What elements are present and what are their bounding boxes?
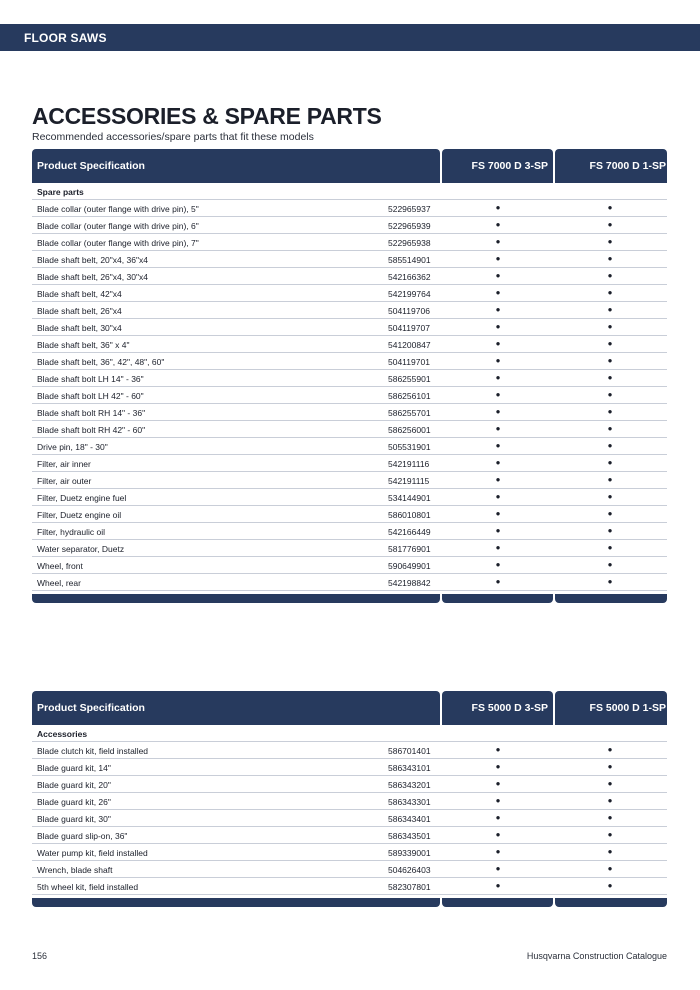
model-1-fit-marker: ● bbox=[495, 424, 501, 433]
table-row bbox=[32, 759, 667, 776]
model-2-fit-marker: ● bbox=[607, 441, 613, 450]
model-1-fit-marker: ● bbox=[495, 864, 501, 873]
model-2-fit-marker: ● bbox=[607, 830, 613, 839]
model-1-fit-marker: ● bbox=[495, 881, 501, 890]
model-1-fit-marker: ● bbox=[495, 373, 501, 382]
table-row bbox=[32, 827, 667, 844]
part-name: Blade shaft bolt RH 42" - 60" bbox=[37, 425, 146, 435]
model-1-fit-marker: ● bbox=[495, 796, 501, 805]
table-row bbox=[32, 421, 667, 438]
model-2-fit-marker: ● bbox=[607, 779, 613, 788]
table-row bbox=[32, 217, 667, 234]
model-1-fit-marker: ● bbox=[495, 762, 501, 771]
model-2-fit-marker: ● bbox=[607, 373, 613, 382]
table-row bbox=[32, 353, 667, 370]
model-2-column-header: FS 5000 D 1-SP bbox=[555, 691, 667, 725]
model-1-fit-marker: ● bbox=[495, 288, 501, 297]
model-2-fit-marker: ● bbox=[607, 237, 613, 246]
table-header bbox=[32, 691, 667, 725]
part-number: 505531901 bbox=[388, 442, 431, 452]
model-2-column-header: FS 7000 D 1-SP bbox=[555, 149, 667, 183]
part-number: 586701401 bbox=[388, 746, 431, 756]
part-name: Filter, Duetz engine fuel bbox=[37, 493, 127, 503]
section-header-label: FLOOR SAWS bbox=[24, 31, 107, 45]
part-name: Drive pin, 18" - 30" bbox=[37, 442, 108, 452]
page-number: 156 bbox=[32, 951, 48, 961]
model-1-fit-marker: ● bbox=[495, 390, 501, 399]
model-2-fit-marker: ● bbox=[607, 796, 613, 805]
model-2-fit-marker: ● bbox=[607, 220, 613, 229]
model-2-fit-marker: ● bbox=[607, 356, 613, 365]
model-1-fit-marker: ● bbox=[495, 305, 501, 314]
model-2-fit-marker: ● bbox=[607, 322, 613, 331]
part-number: 586256001 bbox=[388, 425, 431, 435]
table-row bbox=[32, 336, 667, 353]
model-1-fit-marker: ● bbox=[495, 745, 501, 754]
model-1-fit-marker: ● bbox=[495, 526, 501, 535]
model-1-fit-marker: ● bbox=[495, 577, 501, 586]
group-label: Spare parts bbox=[32, 183, 667, 200]
part-name: Blade shaft belt, 36", 42", 48", 60" bbox=[37, 357, 165, 367]
part-number: 581776901 bbox=[388, 544, 431, 554]
part-name: Blade shaft bolt LH 42" - 60" bbox=[37, 391, 144, 401]
part-number: 534144901 bbox=[388, 493, 431, 503]
table-row bbox=[32, 268, 667, 285]
part-number: 504119707 bbox=[388, 323, 430, 333]
catalogue-name: Husqvarna Construction Catalogue bbox=[526, 951, 667, 961]
model-2-fit-marker: ● bbox=[607, 339, 613, 348]
part-number: 542166449 bbox=[388, 527, 431, 537]
part-number: 586343201 bbox=[388, 780, 431, 790]
model-2-fit-marker: ● bbox=[607, 881, 613, 890]
model-2-fit-marker: ● bbox=[607, 407, 613, 416]
table-footer-bar bbox=[32, 898, 667, 907]
table-row bbox=[32, 844, 667, 861]
part-name: Wheel, front bbox=[37, 561, 83, 571]
table-row bbox=[32, 200, 667, 217]
part-number: 586343501 bbox=[388, 831, 431, 841]
table-footer-bar bbox=[32, 594, 667, 603]
table-row bbox=[32, 861, 667, 878]
model-1-fit-marker: ● bbox=[495, 339, 501, 348]
part-number: 586255901 bbox=[388, 374, 431, 384]
model-2-fit-marker: ● bbox=[607, 458, 613, 467]
model-2-fit-marker: ● bbox=[607, 288, 613, 297]
page-subtitle: Recommended accessories/spare parts that fit these models bbox=[32, 131, 314, 143]
table-body bbox=[32, 742, 667, 895]
accessories-table bbox=[32, 691, 667, 907]
part-name: Blade guard kit, 14" bbox=[37, 763, 111, 773]
part-name: Blade shaft belt, 26"x4 bbox=[37, 306, 122, 316]
model-2-fit-marker: ● bbox=[607, 271, 613, 280]
part-number: 589339001 bbox=[388, 848, 431, 858]
table-row bbox=[32, 234, 667, 251]
model-2-fit-marker: ● bbox=[607, 577, 613, 586]
table-body bbox=[32, 200, 667, 591]
model-1-fit-marker: ● bbox=[495, 509, 501, 518]
model-2-fit-marker: ● bbox=[607, 762, 613, 771]
table-header bbox=[32, 149, 667, 183]
part-number: 522965939 bbox=[388, 221, 431, 231]
model-1-fit-marker: ● bbox=[495, 847, 501, 856]
part-number: 542198842 bbox=[388, 578, 431, 588]
model-2-fit-marker: ● bbox=[607, 560, 613, 569]
model-1-fit-marker: ● bbox=[495, 830, 501, 839]
spare-parts-table bbox=[32, 149, 667, 603]
part-name: Filter, air outer bbox=[37, 476, 92, 486]
part-number: 542191115 bbox=[388, 476, 430, 486]
model-1-fit-marker: ● bbox=[495, 458, 501, 467]
table-row bbox=[32, 472, 667, 489]
spec-column-header: Product Specification bbox=[32, 149, 440, 183]
part-name: Blade shaft belt, 30"x4 bbox=[37, 323, 122, 333]
model-2-fit-marker: ● bbox=[607, 424, 613, 433]
part-number: 541200847 bbox=[388, 340, 431, 350]
part-name: Blade collar (outer flange with drive pin), 5" bbox=[37, 204, 199, 214]
model-1-fit-marker: ● bbox=[495, 543, 501, 552]
model-1-fit-marker: ● bbox=[495, 492, 501, 501]
model-1-fit-marker: ● bbox=[495, 203, 501, 212]
model-2-fit-marker: ● bbox=[607, 543, 613, 552]
model-1-fit-marker: ● bbox=[495, 322, 501, 331]
part-name: Blade shaft belt, 36" x 4" bbox=[37, 340, 130, 350]
part-name: Blade guard kit, 26" bbox=[37, 797, 111, 807]
model-1-column-header: FS 7000 D 3-SP bbox=[442, 149, 553, 183]
model-2-fit-marker: ● bbox=[607, 509, 613, 518]
model-1-fit-marker: ● bbox=[495, 560, 501, 569]
table-row bbox=[32, 793, 667, 810]
part-number: 542166362 bbox=[388, 272, 431, 282]
part-number: 586010801 bbox=[388, 510, 431, 520]
model-2-fit-marker: ● bbox=[607, 813, 613, 822]
table-row bbox=[32, 302, 667, 319]
part-name: Blade shaft bolt RH 14" - 36" bbox=[37, 408, 146, 418]
page-title: ACCESSORIES & SPARE PARTS bbox=[32, 103, 382, 129]
part-number: 542199764 bbox=[388, 289, 431, 299]
model-2-fit-marker: ● bbox=[607, 864, 613, 873]
part-name: Blade collar (outer flange with drive pin), 7" bbox=[37, 238, 199, 248]
part-number: 522965937 bbox=[388, 204, 431, 214]
section-header-bar bbox=[0, 24, 700, 51]
part-name: Blade clutch kit, field installed bbox=[37, 746, 149, 756]
model-1-column-header: FS 5000 D 3-SP bbox=[442, 691, 553, 725]
part-number: 590649901 bbox=[388, 561, 431, 571]
part-name: Blade shaft bolt LH 14" - 36" bbox=[37, 374, 144, 384]
model-1-fit-marker: ● bbox=[495, 475, 501, 484]
table-row bbox=[32, 540, 667, 557]
part-number: 585514901 bbox=[388, 255, 431, 265]
model-2-fit-marker: ● bbox=[607, 847, 613, 856]
model-1-fit-marker: ● bbox=[495, 813, 501, 822]
part-number: 522965938 bbox=[388, 238, 431, 248]
model-2-fit-marker: ● bbox=[607, 305, 613, 314]
table-row bbox=[32, 810, 667, 827]
table-row bbox=[32, 285, 667, 302]
part-number: 586256101 bbox=[388, 391, 431, 401]
model-2-fit-marker: ● bbox=[607, 390, 613, 399]
part-number: 586255701 bbox=[388, 408, 431, 418]
table-row bbox=[32, 506, 667, 523]
part-number: 504119706 bbox=[388, 306, 430, 316]
part-name: Blade shaft belt, 26"x4, 30"x4 bbox=[37, 272, 148, 282]
model-2-fit-marker: ● bbox=[607, 475, 613, 484]
model-1-fit-marker: ● bbox=[495, 356, 501, 365]
part-name: Blade guard kit, 30" bbox=[37, 814, 111, 824]
model-2-fit-marker: ● bbox=[607, 254, 613, 263]
part-name: Wheel, rear bbox=[37, 578, 81, 588]
model-1-fit-marker: ● bbox=[495, 271, 501, 280]
model-2-fit-marker: ● bbox=[607, 492, 613, 501]
table-row bbox=[32, 455, 667, 472]
table-row bbox=[32, 742, 667, 759]
table-row bbox=[32, 319, 667, 336]
model-1-fit-marker: ● bbox=[495, 237, 501, 246]
table-row bbox=[32, 776, 667, 793]
part-number: 582307801 bbox=[388, 882, 431, 892]
model-1-fit-marker: ● bbox=[495, 254, 501, 263]
part-name: Blade shaft belt, 42"x4 bbox=[37, 289, 122, 299]
spec-column-header: Product Specification bbox=[32, 691, 440, 725]
part-name: Blade guard slip-on, 36" bbox=[37, 831, 128, 841]
part-number: 542191116 bbox=[388, 459, 430, 469]
model-2-fit-marker: ● bbox=[607, 745, 613, 754]
part-number: 504119701 bbox=[388, 357, 430, 367]
model-1-fit-marker: ● bbox=[495, 407, 501, 416]
part-name: Filter, air inner bbox=[37, 459, 91, 469]
part-number: 586343401 bbox=[388, 814, 431, 824]
part-name: Wrench, blade shaft bbox=[37, 865, 113, 875]
part-name: Blade guard kit, 20" bbox=[37, 780, 111, 790]
part-name: 5th wheel kit, field installed bbox=[37, 882, 139, 892]
part-name: Water separator, Duetz bbox=[37, 544, 125, 554]
part-name: Filter, Duetz engine oil bbox=[37, 510, 122, 520]
part-number: 586343301 bbox=[388, 797, 431, 807]
model-2-fit-marker: ● bbox=[607, 203, 613, 212]
part-number: 586343101 bbox=[388, 763, 431, 773]
part-name: Blade shaft belt, 20"x4, 36"x4 bbox=[37, 255, 148, 265]
table-row bbox=[32, 404, 667, 421]
table-row bbox=[32, 574, 667, 591]
table-row bbox=[32, 557, 667, 574]
part-name: Water pump kit, field installed bbox=[37, 848, 148, 858]
model-1-fit-marker: ● bbox=[495, 220, 501, 229]
table-row bbox=[32, 370, 667, 387]
table-row bbox=[32, 251, 667, 268]
part-number: 504626403 bbox=[388, 865, 431, 875]
model-1-fit-marker: ● bbox=[495, 779, 501, 788]
table-row bbox=[32, 438, 667, 455]
part-name: Blade collar (outer flange with drive pin), 6" bbox=[37, 221, 199, 231]
group-label: Accessories bbox=[32, 725, 667, 742]
table-row bbox=[32, 523, 667, 540]
part-name: Filter, hydraulic oil bbox=[37, 527, 106, 537]
table-row bbox=[32, 387, 667, 404]
model-2-fit-marker: ● bbox=[607, 526, 613, 535]
model-1-fit-marker: ● bbox=[495, 441, 501, 450]
table-row bbox=[32, 878, 667, 895]
table-row bbox=[32, 489, 667, 506]
